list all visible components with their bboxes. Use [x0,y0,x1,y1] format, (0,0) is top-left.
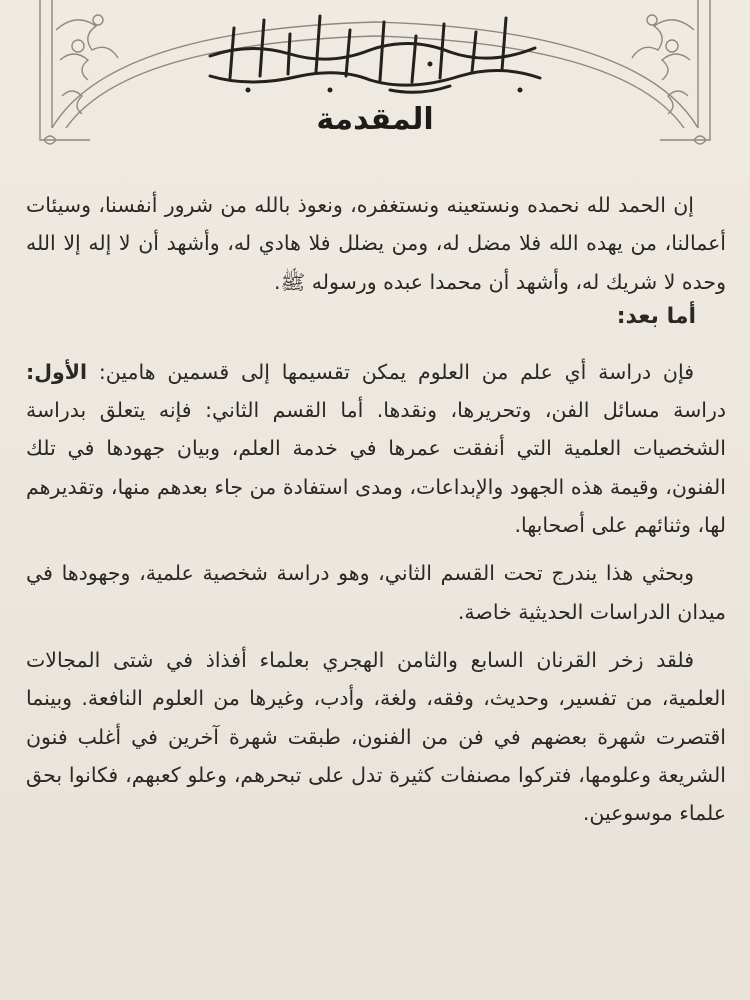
amma-badu-heading: أما بعد: [616,303,696,329]
page-title: المقدمة [316,102,434,137]
paragraph-opening: إن الحمد لله نحمده ونستعينه ونستغفره، ونعوذ بالله من شرور أنفسنا، وسيئات أعمالنا، من يهده الله فلا مضل له، ومن يضلل فلا هادي له، وأشهد أن لا إله إلا الله وحده لا شريك له، وأشهد أن محمدا عبده ورسوله ﷺ. [26,193,726,294]
paragraph-division-intro: فإن دراسة أي علم من العلوم يمكن تقسيمها إلى قسمين هامين: [98,359,694,384]
paragraph-scholars: فلقد زخر القرنان السابع والثامن الهجري بعلماء أفذاذ في شتى المجالات العلمية، من تفسير، وحديث، وفقه، ولغة، وأدب، وغيرها من العلوم النافعة. وبينما اقتصرت شهرة بعضهم في فن من الفنون، طبقت شهرة آخرين في أغلب فنون الشريعة وعلومها، فتركوا مصنفات كثيرة تدل على تبحرهم، وعلو كعبهم، فكانوا بحق علماء موسوعين. [26,647,726,826]
paragraph-gap [26,631,726,641]
paragraph-research: وبحثي هذا يندرج تحت القسم الثاني، وهو دراسة شخصية علمية، وجهودها في ميدان الدراسات الحديثية خاصة. [26,561,726,624]
paragraph-division-rest: دراسة مسائل الفن، وتحريرها، ونقدها. أما القسم الثاني: فإنه يتعلق بدراسة الشخصيات العلمية التي أنفقت عمرها في خدمة العلم، وبيان جهودها في تلك الفنون، وقيمة هذه الجهود والإبداعات، ومدى استفادة من جاء بعدهم منها، وتقديرهم لها، وثنائهم على أصحابها. [26,398,726,538]
paragraph-gap [26,544,726,554]
first-section-label: الأول: [26,359,88,384]
basmala-calligraphy [190,6,560,98]
body-text [26,186,726,832]
paragraph-division [26,353,726,544]
